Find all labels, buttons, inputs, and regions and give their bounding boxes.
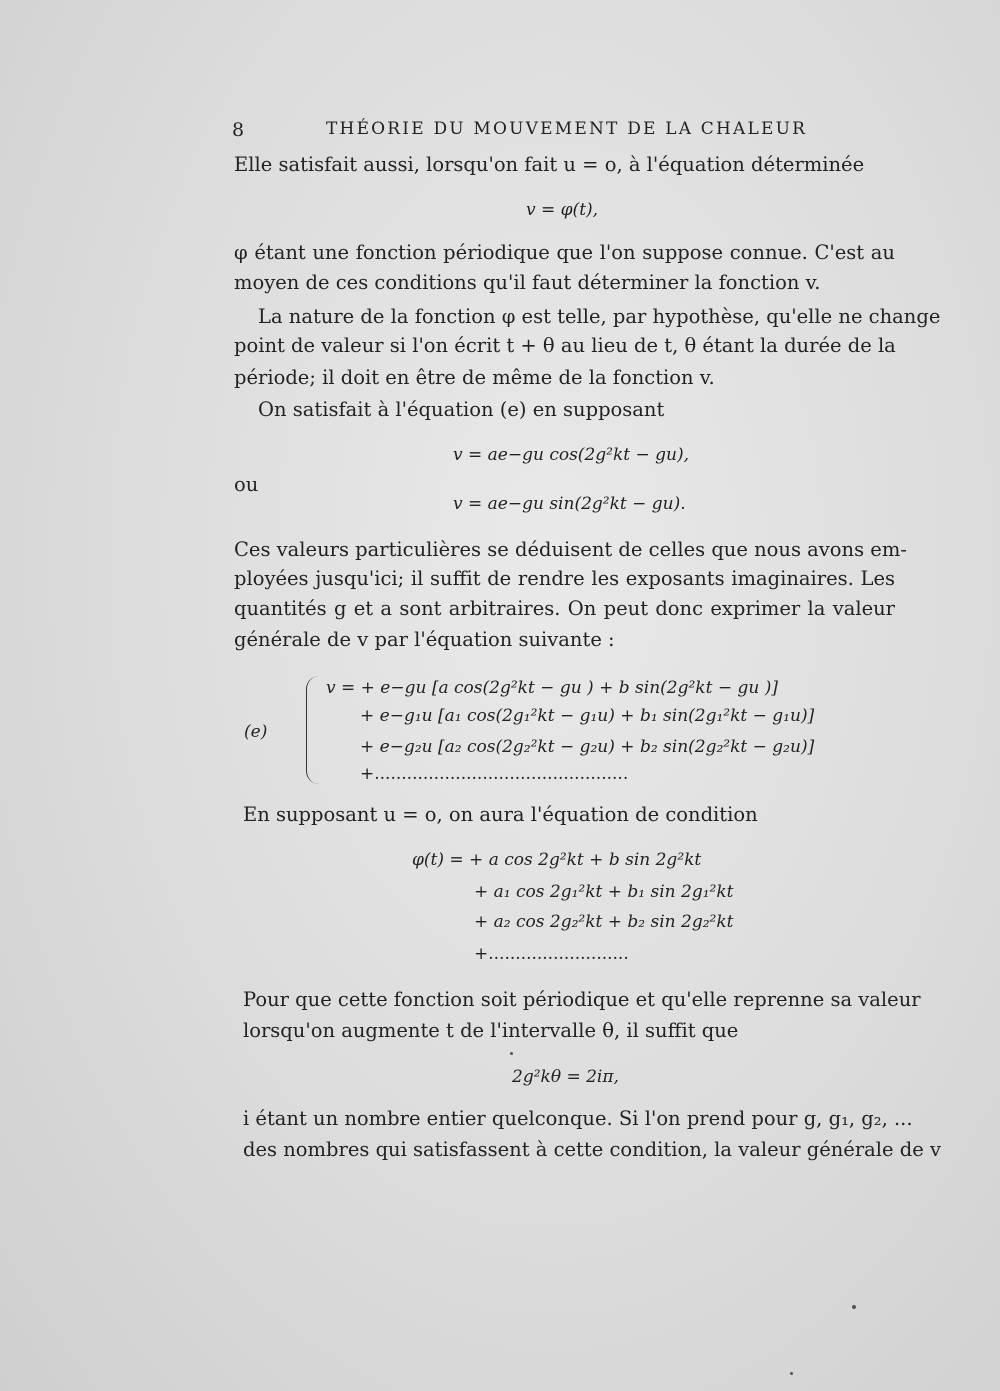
text-line: La nature de la fonction φ est telle, par hypothèse, qu'elle ne change xyxy=(258,305,941,328)
equation: v = ae−gu cos(2g²kt − gu), xyxy=(453,445,690,465)
text-line: ployées jusqu'ici; il suffit de rendre les exposants imaginaires. Les xyxy=(234,567,895,590)
text-line: point de valeur si l'on écrit t + θ au lieu de t, θ étant la durée de la xyxy=(234,334,896,357)
condition-equation-row: + a₂ cos 2g₂²kt + b₂ sin 2g₂²kt xyxy=(474,912,734,932)
paper-speck xyxy=(790,1372,793,1375)
text-line: des nombres qui satisfassent à cette condition, la valeur générale de v xyxy=(243,1138,941,1161)
text-line: i étant un nombre entier quelconque. Si l'on prend pour g, g₁, g₂, ... xyxy=(243,1107,913,1130)
text-line: période; il doit en être de même de la fonction v. xyxy=(234,366,715,389)
equation-system-row: +............................................... xyxy=(360,764,629,784)
equation: 2g²kθ = 2iπ, xyxy=(512,1067,619,1087)
text-line: Ces valeurs particulières se déduisent de celles que nous avons em- xyxy=(234,538,907,561)
equation-system-row: + e−g₂u [a₂ cos(2g₂²kt − g₂u) + b₂ sin(2g₂²kt − g₂u)] xyxy=(360,737,815,757)
text-line: ou xyxy=(234,473,259,496)
condition-equation-row: φ(t) = + a cos 2g²kt + b sin 2g²kt xyxy=(412,850,702,870)
text-line: Elle satisfait aussi, lorsqu'on fait u = o, à l'équation déterminée xyxy=(234,153,865,176)
paper-speck xyxy=(852,1305,856,1309)
text-line: On satisfait à l'équation (e) en supposant xyxy=(258,398,665,421)
equation-system-row: + e−g₁u [a₁ cos(2g₁²kt − g₁u) + b₁ sin(2g₁²kt − g₁u)] xyxy=(360,706,815,726)
text-line: générale de v par l'équation suivante : xyxy=(234,628,615,651)
left-brace xyxy=(306,676,319,784)
paper-speck xyxy=(510,1052,513,1055)
text-line: lorsqu'on augmente t de l'intervalle θ, il suffit que xyxy=(243,1019,739,1042)
condition-equation-row: + a₁ cos 2g₁²kt + b₁ sin 2g₁²kt xyxy=(474,882,734,902)
text-line: moyen de ces conditions qu'il faut déterminer la fonction v. xyxy=(234,271,821,294)
text-line: φ étant une fonction périodique que l'on suppose connue. C'est au xyxy=(234,241,895,264)
text-line: quantités g et a sont arbitraires. On peut donc exprimer la valeur xyxy=(234,597,895,620)
running-title: THÉORIE DU MOUVEMENT DE LA CHALEUR xyxy=(326,119,808,139)
text-line: Pour que cette fonction soit périodique et qu'elle reprenne sa valeur xyxy=(243,988,921,1011)
equation-label: (e) xyxy=(244,722,268,742)
condition-equation-row: +.......................... xyxy=(474,944,629,964)
page-number: 8 xyxy=(232,119,245,141)
text-line: En supposant u = o, on aura l'équation de condition xyxy=(243,803,758,826)
equation: v = ae−gu sin(2g²kt − gu). xyxy=(453,494,686,514)
equation-system-row: v = + e−gu [a cos(2g²kt − gu ) + b sin(2g²kt − gu )] xyxy=(326,678,778,698)
equation: v = φ(t), xyxy=(526,200,599,220)
